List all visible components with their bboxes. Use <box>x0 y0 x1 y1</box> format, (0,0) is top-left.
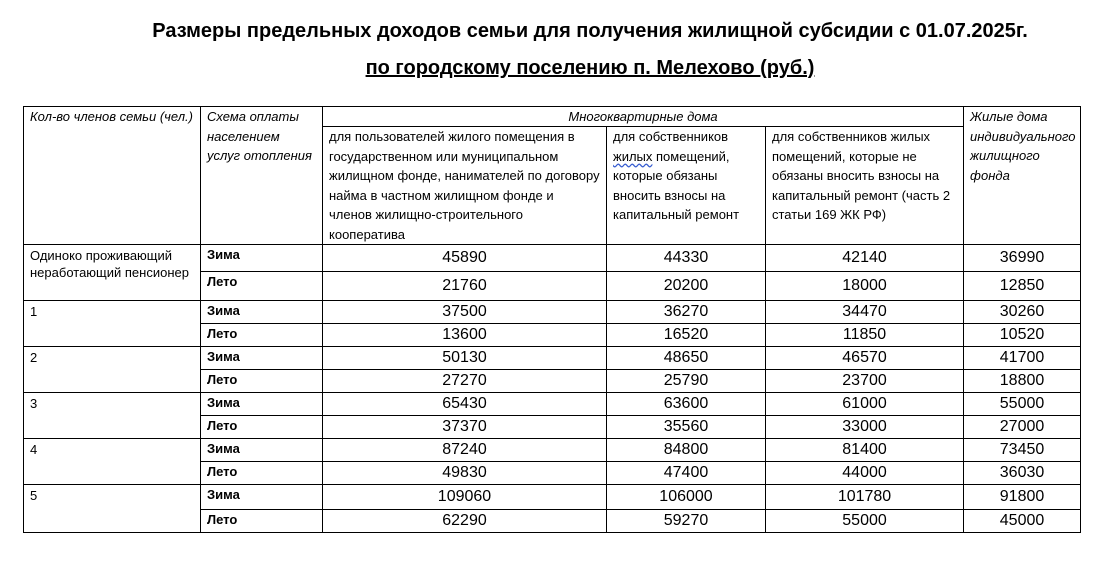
income-limit-value: 47400 <box>607 462 766 485</box>
header-members: Кол-во членов семьи (чел.) <box>24 107 201 245</box>
income-limit-value: 45000 <box>964 510 1081 533</box>
income-limit-value: 46570 <box>766 347 964 370</box>
table-row <box>24 301 1081 324</box>
income-limit-value: 81400 <box>766 439 964 462</box>
income-limit-value: 42140 <box>766 245 964 272</box>
income-limit-value: 106000 <box>607 485 766 510</box>
income-limit-value: 36030 <box>964 462 1081 485</box>
page-subtitle: по городскому поселению п. Мелехово (руб.) <box>365 57 815 79</box>
family-size-cell: 5 <box>24 485 201 533</box>
page-title: Размеры предельных доходов семьи для получения жилищной субсидии с 01.07.2025г. <box>152 20 1028 42</box>
income-limit-value: 109060 <box>323 485 607 510</box>
income-limit-value: 50130 <box>323 347 607 370</box>
income-limit-value: 55000 <box>766 510 964 533</box>
income-limit-value: 35560 <box>607 416 766 439</box>
header-sub-owners-rest: помещений, которые обязаны вносить взносы на капитальный ремонт <box>613 148 740 222</box>
season-cell: Лето <box>201 510 323 533</box>
table-row <box>24 439 1081 462</box>
family-size-cell: 2 <box>24 347 201 393</box>
income-limit-value: 59270 <box>607 510 766 533</box>
income-limit-value: 11850 <box>766 324 964 347</box>
income-limit-value: 84800 <box>607 439 766 462</box>
header-sub-owners-word: для собственников <box>613 129 729 144</box>
season-cell: Зима <box>201 393 323 416</box>
season-cell: Лето <box>201 462 323 485</box>
income-limit-value: 12850 <box>964 272 1081 301</box>
income-limit-value: 25790 <box>607 370 766 393</box>
income-limit-value: 27000 <box>964 416 1081 439</box>
family-size-cell: Одиноко проживающий неработающий пенсионер <box>24 245 201 301</box>
income-limit-value: 55000 <box>964 393 1081 416</box>
season-cell: Лето <box>201 416 323 439</box>
income-limit-value: 44000 <box>766 462 964 485</box>
income-limit-value: 13600 <box>323 324 607 347</box>
season-cell: Зима <box>201 439 323 462</box>
income-limit-value: 23700 <box>766 370 964 393</box>
income-limits-table <box>23 106 1081 533</box>
income-limit-value: 36270 <box>607 301 766 324</box>
income-limit-value: 87240 <box>323 439 607 462</box>
table-row <box>24 245 1081 272</box>
income-limit-value: 73450 <box>964 439 1081 462</box>
income-limit-value: 63600 <box>607 393 766 416</box>
table-row <box>24 485 1081 510</box>
season-cell: Зима <box>201 245 323 272</box>
season-cell: Лето <box>201 370 323 393</box>
table-row <box>24 347 1081 370</box>
income-limit-value: 18000 <box>766 272 964 301</box>
income-limit-value: 20200 <box>607 272 766 301</box>
income-limit-value: 34470 <box>766 301 964 324</box>
header-sub-owners-not-obliged: для собственников жилых помещений, которые не обязаны вносить взносы на капитальный ремонт (часть 2 статьи 169 ЖК РФ) <box>766 127 964 245</box>
header-sub-tenants: для пользователей жилого помещения в государственном или муниципальном жилищном фонде, нанимателей по договору найма в частном жилищном фонде и членов жилищно-строительного кооператива <box>323 127 607 245</box>
header-sub-owners-obliged <box>607 127 766 245</box>
income-limit-value: 101780 <box>766 485 964 510</box>
table-row <box>24 393 1081 416</box>
income-limit-value: 10520 <box>964 324 1081 347</box>
income-limit-value: 27270 <box>323 370 607 393</box>
income-limit-value: 41700 <box>964 347 1081 370</box>
season-cell: Зима <box>201 347 323 370</box>
family-size-cell: 3 <box>24 393 201 439</box>
income-limit-value: 36990 <box>964 245 1081 272</box>
income-limit-value: 16520 <box>607 324 766 347</box>
family-size-cell: 1 <box>24 301 201 347</box>
family-size-cell: 4 <box>24 439 201 485</box>
income-limit-value: 30260 <box>964 301 1081 324</box>
season-cell: Лето <box>201 272 323 301</box>
income-limit-value: 48650 <box>607 347 766 370</box>
income-limit-value: 37500 <box>323 301 607 324</box>
income-limit-value: 45890 <box>323 245 607 272</box>
income-limit-value: 33000 <box>766 416 964 439</box>
header-private-houses: Жилые дома индивидуального жилищного фонда <box>964 107 1081 245</box>
income-limit-value: 18800 <box>964 370 1081 393</box>
season-cell: Зима <box>201 485 323 510</box>
header-apartment-buildings: Многоквартирные дома <box>323 107 964 127</box>
season-cell: Зима <box>201 301 323 324</box>
header-heating-scheme: Схема оплаты населением услуг отопления <box>201 107 323 245</box>
income-limit-value: 37370 <box>323 416 607 439</box>
income-limit-value: 62290 <box>323 510 607 533</box>
income-limit-value: 44330 <box>607 245 766 272</box>
income-limit-value: 49830 <box>323 462 607 485</box>
income-limit-value: 21760 <box>323 272 607 301</box>
spellcheck-marked-word: жилых <box>613 148 653 164</box>
income-limit-value: 61000 <box>766 393 964 416</box>
season-cell: Лето <box>201 324 323 347</box>
income-limit-value: 91800 <box>964 485 1081 510</box>
income-limit-value: 65430 <box>323 393 607 416</box>
